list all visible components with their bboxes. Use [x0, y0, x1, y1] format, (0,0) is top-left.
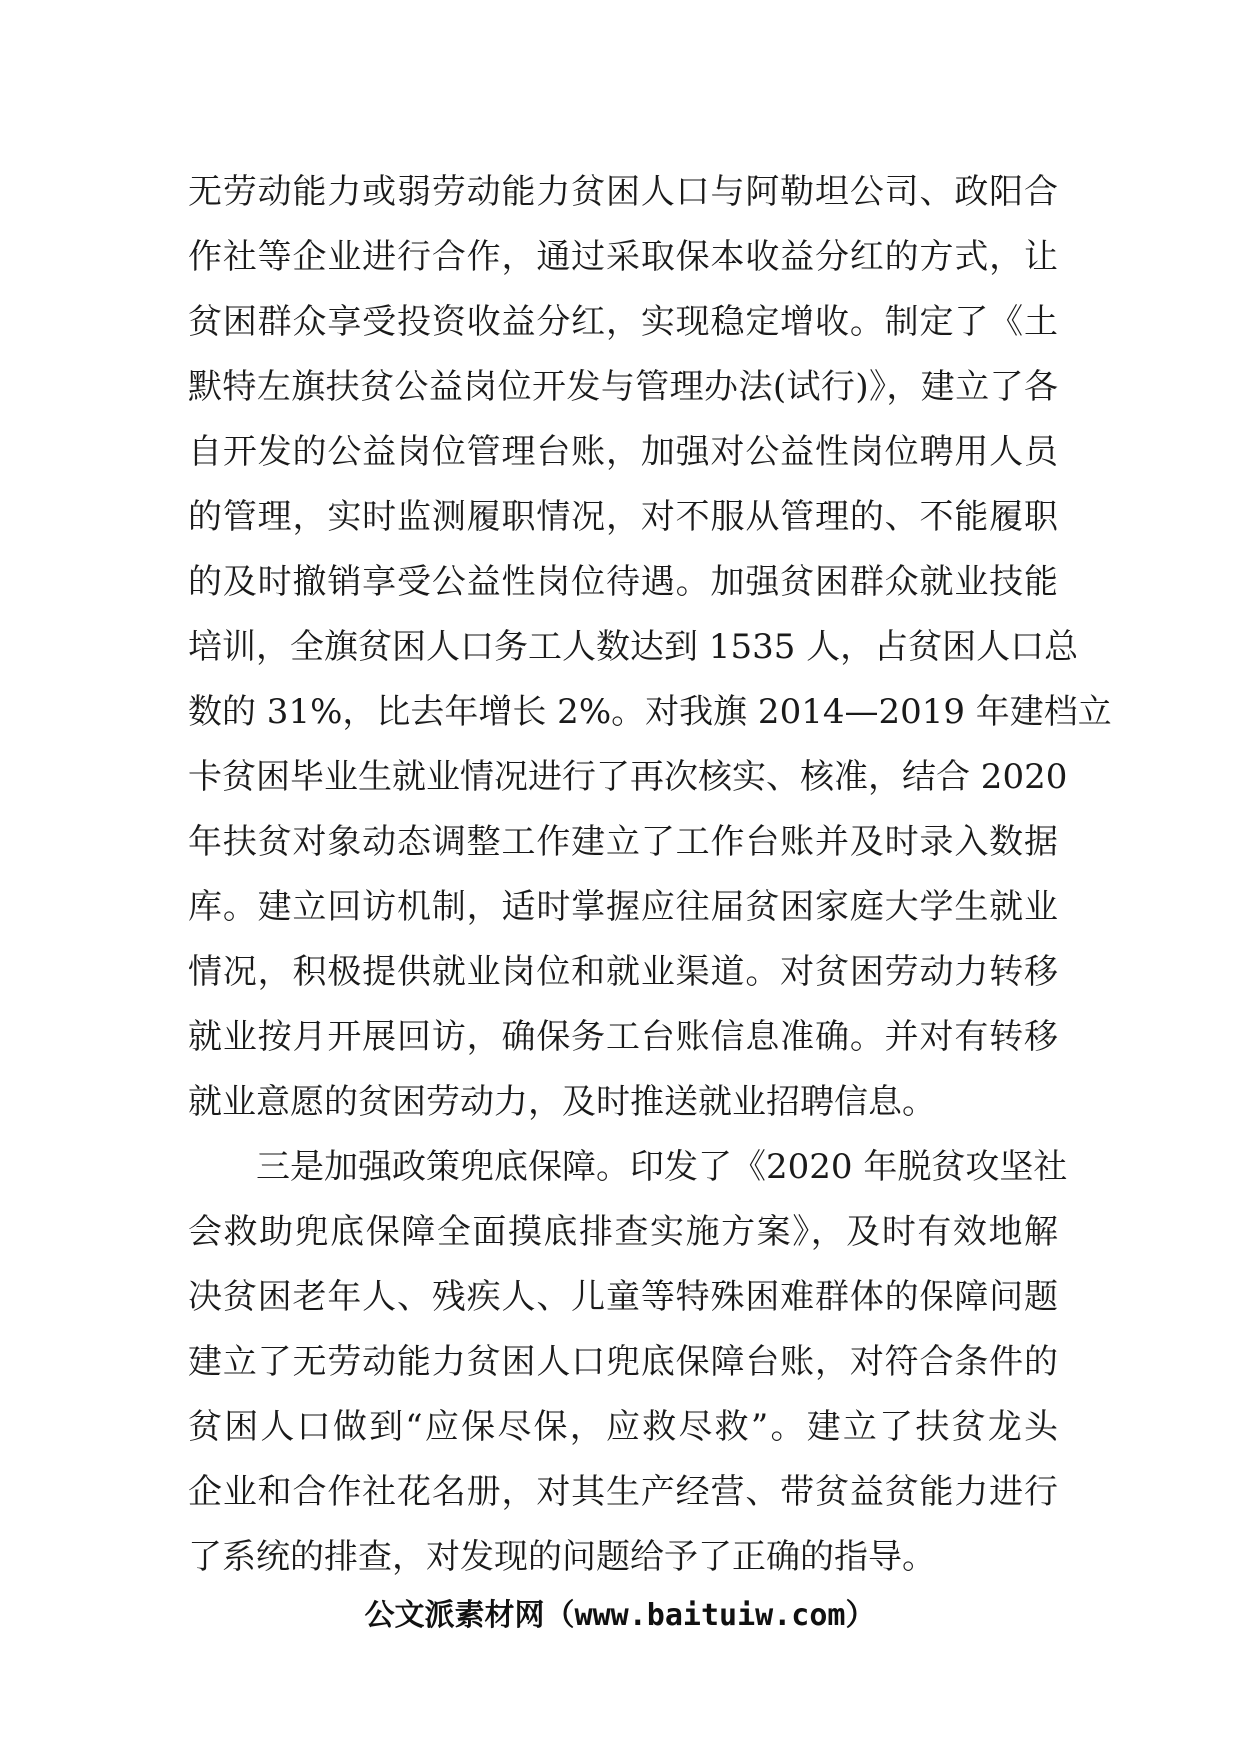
footer-watermark: 公文派素材网（www.baituiw.com）: [364, 1598, 876, 1633]
text-line: 就业按月开展回访，确保务工台账信息准确。并对有转移: [188, 1017, 1058, 1057]
text-line: 年扶贫对象动态调整工作建立了工作台账并及时录入数据: [188, 822, 1058, 862]
text-line: 贫困群众享受投资收益分红，实现稳定增收。制定了《土: [188, 302, 1058, 342]
text-line: 情况，积极提供就业岗位和就业渠道。对贫困劳动力转移: [188, 952, 1058, 992]
text-line: 就业意愿的贫困劳动力，及时推送就业招聘信息。: [188, 1082, 936, 1122]
text-line: 建立了无劳动能力贫困人口兜底保障台账，对符合条件的: [188, 1342, 1058, 1382]
text-line: 库。建立回访机制，适时掌握应往届贫困家庭大学生就业: [188, 887, 1058, 927]
body-text: [188, 160, 1112, 1590]
text-line: 无劳动能力或弱劳动能力贫困人口与阿勒坦公司、政阳合: [188, 172, 1058, 212]
text-line: 作社等企业进行合作，通过采取保本收益分红的方式，让: [188, 237, 1058, 277]
text-line: 三是加强政策兜底保障。印发了《2020 年脱贫攻坚社: [256, 1147, 1068, 1187]
text-line: 了系统的排查，对发现的问题给予了正确的指导。: [188, 1537, 936, 1577]
text-line: 的及时撤销享受公益性岗位待遇。加强贫困群众就业技能: [188, 562, 1058, 602]
text-line: 培训，全旗贫困人口务工人数达到 1535 人，占贫困人口总: [188, 627, 1079, 667]
text-line: 贫困人口做到“应保尽保，应救尽救”。建立了扶贫龙头: [188, 1407, 1058, 1447]
text-line: 企业和合作社花名册，对其生产经营、带贫益贫能力进行: [188, 1472, 1058, 1512]
text-line: 决贫困老年人、残疾人、儿童等特殊困难群体的保障问题: [188, 1277, 1058, 1317]
text-line: 会救助兜底保障全面摸底排查实施方案》，及时有效地解: [188, 1212, 1058, 1252]
text-line: 的管理，实时监测履职情况，对不服从管理的、不能履职: [188, 497, 1058, 537]
text-line: 自开发的公益岗位管理台账，加强对公益性岗位聘用人员: [188, 432, 1058, 472]
text-line: 数的 31%，比去年增长 2%。对我旗 2014—2019 年建档立: [188, 692, 1112, 732]
text-line: 默特左旗扶贫公益岗位开发与管理办法(试行)》，建立了各: [188, 367, 1058, 407]
text-line: 卡贫困毕业生就业情况进行了再次核实、核准，结合 2020: [188, 757, 1068, 797]
